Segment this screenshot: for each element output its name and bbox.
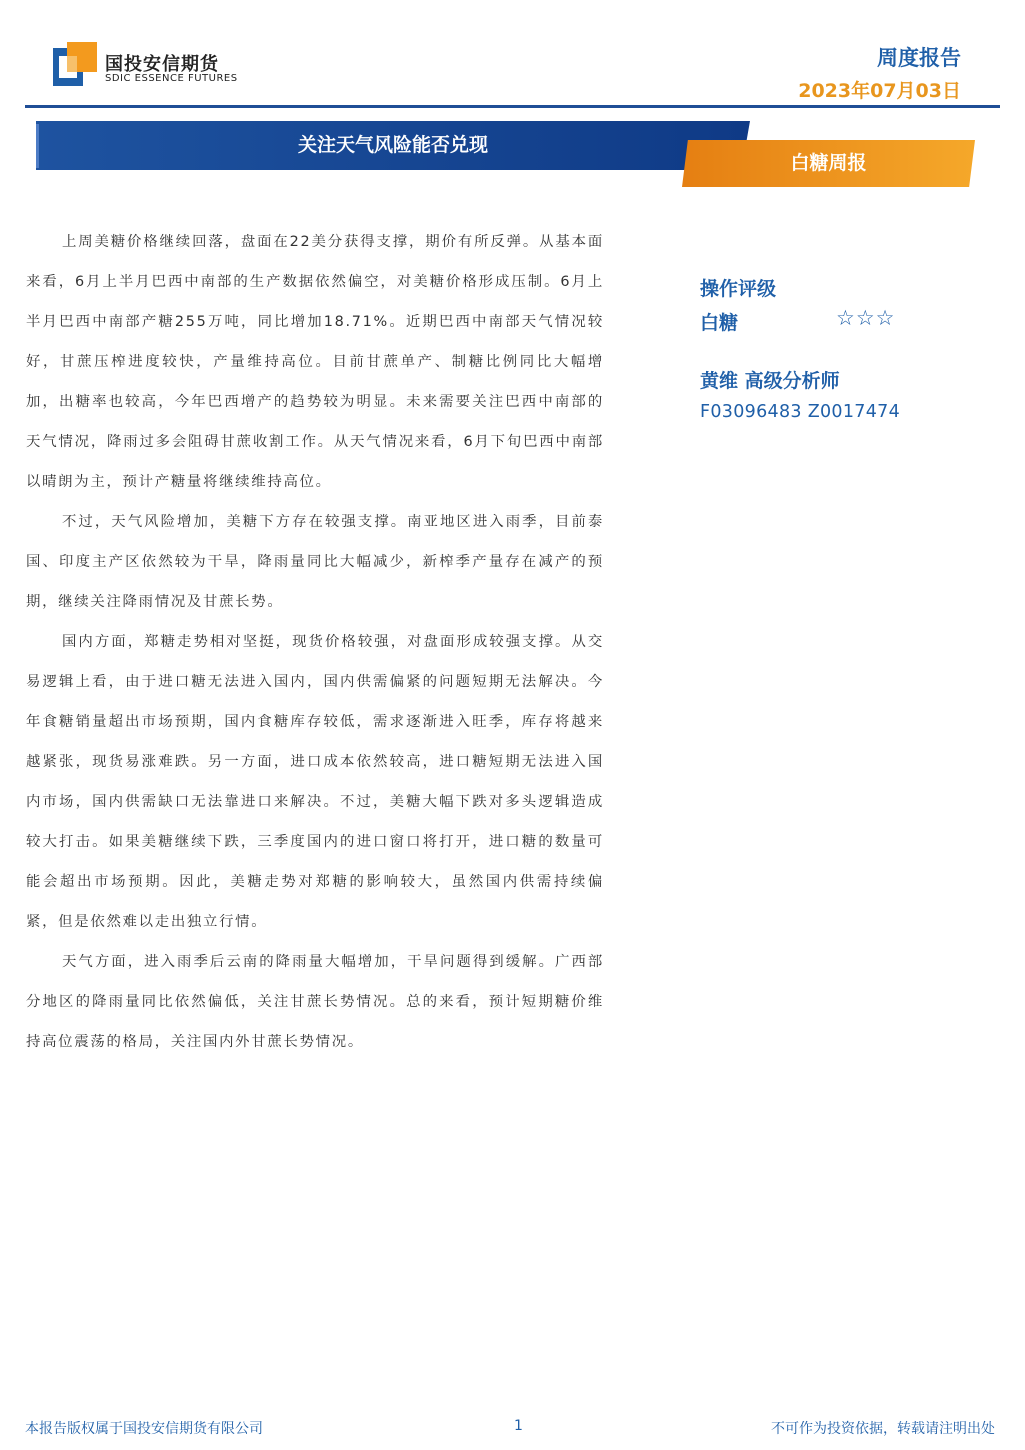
- report-date: 2023年07月03日: [798, 80, 961, 102]
- body-paragraph-4: 天气方面，进入雨季后云南的降雨量大幅增加，干旱问题得到缓解。广西部分地区的降雨量同比依然偏低，关注甘蔗长势情况。总的来看，预计短期糖价维持高位震荡的格局，关注国内外甘蔗长势情况。: [26, 954, 604, 1050]
- body-paragraph-3: 国内方面，郑糖走势相对坚挺，现货价格较强，对盘面形成较强支撑。从交易逻辑上看，由于进口糖无法进入国内，国内供需偏紧的问题短期无法解决。今年食糖销量超出市场预期，国内食糖库存较低，需求逐渐进入旺季，库存将越来越紧张，现货易涨难跌。另一方面，进口成本依然较高，进口糖短期无法进入国内市场，国内供需缺口无法靠进口来解决。不过，美糖大幅下跌对多头逻辑造成较大打击。如果美糖继续下跌，三季度国内的进口窗口将打开，进口糖的数量可能会超出市场预期。因此，美糖走势对郑糖的影响较大，虽然国内供需持续偏紧，但是依然难以走出独立行情。: [26, 634, 604, 930]
- analyst-license: F03096483 Z0017474: [700, 402, 901, 422]
- analyst-name: 黄维 高级分析师: [700, 370, 840, 392]
- company-logo: [53, 40, 253, 90]
- footer-copyright: 本报告版权属于国投安信期货有限公司: [25, 1421, 263, 1437]
- report-tag: 白糖周报: [790, 152, 867, 174]
- page-number: 1: [514, 1418, 523, 1434]
- logo-name-cn: 国投安信期货: [105, 54, 219, 75]
- rating-title: 操作评级: [700, 278, 777, 300]
- report-title: 关注天气风险能否兑现: [297, 134, 488, 156]
- header-divider: [25, 105, 1000, 108]
- body-paragraph-1: 上周美糖价格继续回落，盘面在22美分获得支撑，期价有所反弹。从基本面来看，6月上半月巴西中南部的生产数据依然偏空，对美糖价格形成压制。6月上半月巴西中南部产糖255万吨，同比增加18.71%。近期巴西中南部天气情况较好，甘蔗压榨进度较快，产量维持高位。目前甘蔗单产、制糖比例同比大幅增加，出糖率也较高，今年巴西增产的趋势较为明显。未来需要关注巴西中南部的天气情况，降雨过多会阻碍甘蔗收割工作。从天气情况来看，6月下旬巴西中南部以晴朗为主，预计产糖量将继续维持高位。: [26, 234, 604, 490]
- report-type: 周度报告: [877, 46, 961, 70]
- logo-name-en: SDIC ESSENCE FUTURES: [105, 73, 238, 84]
- logo-mark-icon: [53, 42, 97, 86]
- rating-item: 白糖: [700, 312, 739, 334]
- rating-stars-icon: ☆☆☆: [836, 306, 896, 330]
- footer-disclaimer: 不可作为投资依据，转载请注明出处: [771, 1421, 995, 1437]
- body-paragraph-2: 不过，天气风险增加，美糖下方存在较强支撑。南亚地区进入雨季，目前泰国、印度主产区依然较为干旱，降雨量同比大幅减少，新榨季产量存在减产的预期，继续关注降雨情况及甘蔗长势。: [26, 514, 604, 610]
- report-body: [26, 222, 604, 1062]
